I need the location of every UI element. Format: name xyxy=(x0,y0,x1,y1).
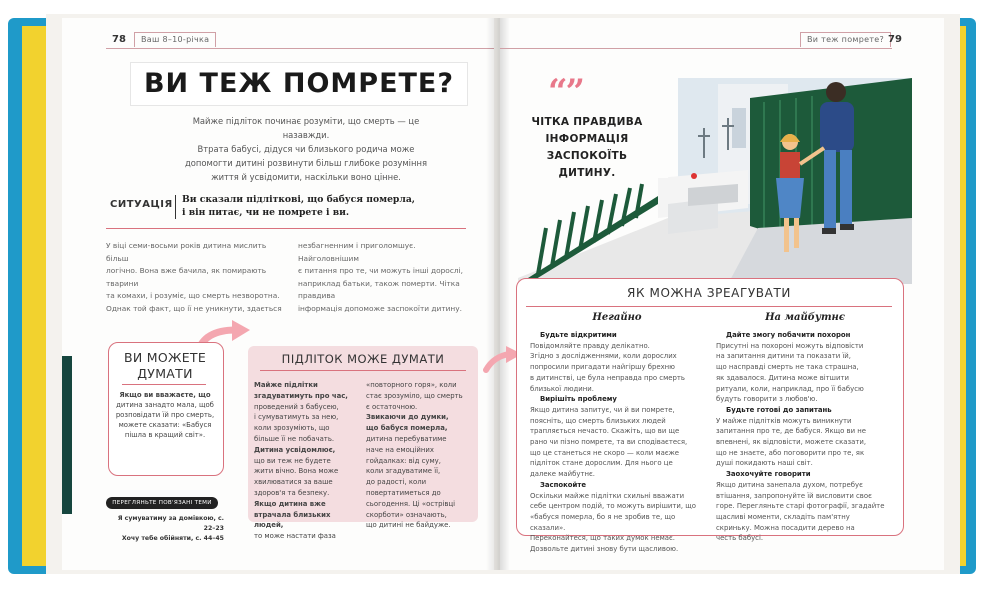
advice-line: впевнені, як відповісти, можете сказати, xyxy=(716,438,867,447)
advice-line: Вирішіть проблему xyxy=(540,395,617,404)
future-column xyxy=(716,330,896,544)
related-topic-link[interactable]: Я сумуватиму за домівкою, с. 22–23 xyxy=(117,515,224,532)
advice-line: Заспокойте xyxy=(540,480,587,489)
pull-quote: ЧІТКА ПРАВДИВА ІНФОРМАЦІЯ ЗАСПОКОЇТЬ ДИТИНУ. xyxy=(531,116,643,179)
advice-line: що не знаєте, або поговорити про те, як xyxy=(716,448,865,457)
quote-marks-icon: “” xyxy=(548,72,584,112)
situation-label: СИТУАЦІЯ xyxy=(110,199,173,210)
advice-line: близької людини. xyxy=(530,384,594,393)
advice-line: Згідно з дослідженнями, коли дорослих xyxy=(530,352,677,361)
immediately-heading: Негайно xyxy=(592,312,642,323)
immediately-column xyxy=(530,330,710,555)
advice-line: ритуали, коли, наприклад, про її бабусю xyxy=(716,384,864,393)
teen-box-column-1: Майже підлітки згадуватимуть про час, проведений з бабусею, і сумуватимуть за нею, коли зрозуміють, що більше її не побачать. Дитина усвідомлює, що ви теж не будете жити вічно. Вона може хвилюватися за ваше здоров'я та безпеку. Якщо дитина вже втрачала близьких людей, то може настати фаза xyxy=(254,381,348,541)
advice-line: Дозвольте дитині знову бути щасливою. xyxy=(530,545,679,554)
advice-line: попросили пригадати найгіршу брехню xyxy=(530,363,675,372)
right-section-label: Ви теж помрете? xyxy=(800,32,891,47)
advice-line: скриньку. Можна посадити дерево на xyxy=(716,523,855,532)
situation-text: Ви сказали підліткові, що бабуся померла, і він питає, чи не помрете і ви. xyxy=(182,194,415,218)
advice-line: будуть говорити з любов'ю. xyxy=(716,395,818,404)
advice-line: «бабуся померла, бо я не зробив те, що сказали». xyxy=(530,512,676,532)
left-margin-tab xyxy=(62,356,72,514)
advice-line: Будьте відкритими xyxy=(540,331,617,339)
related-topics-list xyxy=(104,514,224,544)
left-page-number: 78 xyxy=(112,34,126,45)
advice-line: поясніть, що смерть близьких людей xyxy=(530,416,666,425)
advice-line: як здавалося. Дитина може вітшити xyxy=(716,373,849,382)
advice-line: Повідомляйте правду делікатно. xyxy=(530,341,650,350)
advice-line: далеке майбутнє. xyxy=(530,470,595,479)
intro-text: Майже підліток починає розуміти, що смерть — це назавжди. Втрата бабусі, дідуся чи близького родича може допомогти дитині розвинути більш глибоке розуміння життя й усвідомити, наскільки воно цінне. xyxy=(185,116,427,182)
advice-line: трапляється нечасто. Скажіть, що ви ще xyxy=(530,427,680,436)
related-topic-link[interactable]: Хочу тебе обійняти, с. 44–45 xyxy=(121,535,224,542)
advice-line: що це станеться не скоро — коли маєже xyxy=(530,448,680,457)
advice-line: Переконайтеся, що таких думок немає. xyxy=(530,534,675,543)
related-topics-button[interactable]: ПЕРЕГЛЯНЬТЕ ПОВ'ЯЗАНІ ТЕМИ xyxy=(106,497,218,509)
you-may-think-rule xyxy=(122,384,206,385)
advice-line: в дитинстві, це була неправда про смерть xyxy=(530,373,685,382)
advice-line: рано чи пізно помрете, та ви сподіваєтеся, xyxy=(530,438,688,447)
advice-line: втішання, запропонуйте їй висловити своє xyxy=(716,491,872,500)
left-section-label: Ваш 8–10-річка xyxy=(134,32,216,47)
advice-line: Присутні на похороні можуть відповісти xyxy=(716,341,864,350)
teen-may-think-rule xyxy=(260,370,466,371)
advice-line: У майже підлітків можуть виникнути xyxy=(716,416,852,425)
advice-line: щасливі моменти, складіть пам'ятну xyxy=(716,512,850,521)
advice-line: підліток стане дорослим. Для нього це xyxy=(530,459,673,468)
teen-box-column-2: «повторного горя», коли стає зрозуміло, що смерть є остаточною. Звикаючи до думки, що бабуся померла, дитина перебуватиме наче на емоційних гойдалках: від суму, коли згадуватиме її, до радості, коли повертатиметься до сьогодення. Ці «острівці скорботи» означають, що дитині не байдуже. xyxy=(366,381,463,530)
book-gutter-shadow xyxy=(486,18,510,570)
teen-may-think-title: ПІДЛІТОК МОЖЕ ДУМАТИ xyxy=(281,352,445,366)
body-column-1: У віці семи-восьми років дитина мислить більш логічно. Вона вже бачила, як помирають тварини та комахи, і розуміє, що смерть незворотна. Однак той факт, що ії не уникнути, здається xyxy=(106,241,282,313)
advice-line: на запитання дитини та показати їй, xyxy=(716,352,851,361)
you-may-think-title: ВИ МОЖЕТЕ ДУМАТИ xyxy=(123,350,207,381)
advice-line: душі покидають наші світ. xyxy=(716,459,813,468)
page-title: ВИ ТЕЖ ПОМРЕТЕ? xyxy=(130,62,468,106)
future-heading: На майбутнє xyxy=(765,312,845,323)
advice-line: Дайте змогу побачити похорон xyxy=(726,331,851,339)
right-page-number: 79 xyxy=(888,34,902,45)
body-column-2: незбагненним і приголомшує. Найголовнішим є питання про те, чи можуть інші дорослі, наприклад батьки, також померти. Чітка правдива інформація допоможе заспокоїти дитину. xyxy=(298,241,464,313)
advice-line: що насправді смерть не така страшна, xyxy=(716,363,859,372)
how-to-react-rule xyxy=(526,306,892,307)
advice-line: Якщо дитина запитує, чи й ви помрете, xyxy=(530,405,675,414)
advice-line: честь бабусі. xyxy=(716,534,764,543)
advice-line: запитання про те, де бабуся. Якщо ви не xyxy=(716,427,866,436)
advice-line: Якщо дитина занепала духом, потребує xyxy=(716,480,863,489)
you-may-think-text: Якщо ви вважаєте, що дитина занадто мала, щоб розповідати їй про смерть, можете сказати: «Бабуся пішла в кращий світ». xyxy=(115,391,215,439)
situation-divider xyxy=(175,195,176,219)
advice-line: себе центром подій, то можуть вирішити, що xyxy=(530,502,696,511)
how-to-react-title: ЯК МОЖНА ЗРЕАГУВАТИ xyxy=(627,286,791,300)
advice-line: горе. Перегляньте старі фотографії, згадайте xyxy=(716,502,885,511)
advice-line: Заохочуйте говорити xyxy=(726,470,811,479)
advice-line: Будьте готові до запитань xyxy=(726,405,832,414)
advice-line: Оскільки майже підлітки схильні вважати xyxy=(530,491,685,500)
